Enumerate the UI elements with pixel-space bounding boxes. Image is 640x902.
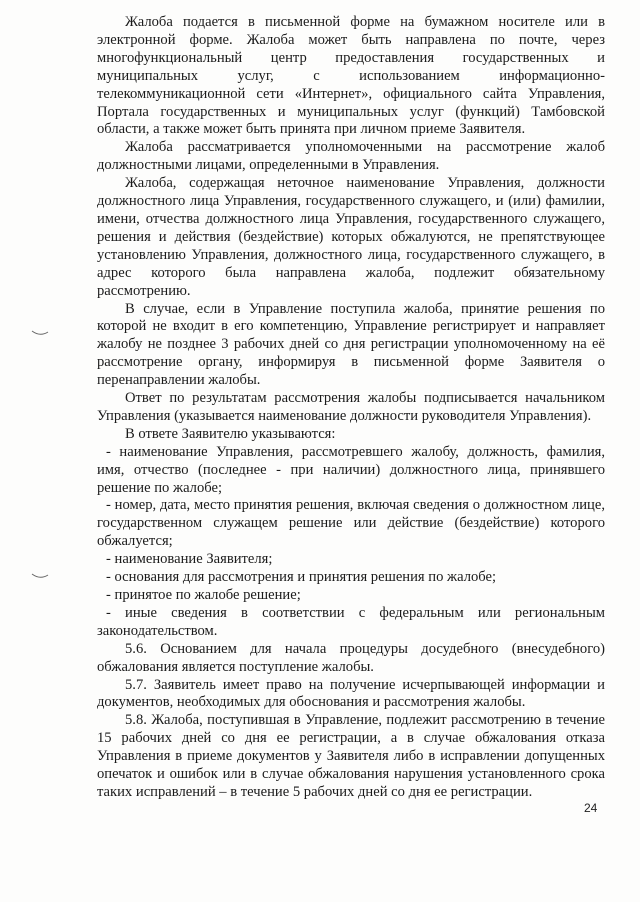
list-item: - основания для рассмотрения и принятия решения по жалобе; bbox=[106, 569, 497, 586]
list-item: - номер, дата, место принятия решения, включая сведения о должностном лице, государственном служащем решение или действие (бездействие) которого обжалуется; bbox=[97, 497, 605, 550]
punch-hole-mark bbox=[31, 329, 49, 337]
paragraph: 5.6. Основанием для начала процедуры досудебного (внесудебного) обжалования является поступление жалобы. bbox=[97, 640, 605, 675]
list-item: - иные сведения в соответствии с федеральным или региональным законодательством. bbox=[97, 604, 605, 639]
paragraph: В случае, если в Управление поступила жалоба, принятие решения по которой не входит в его компетенцию, Управление регистрирует и направляет жалобу не позднее 3 рабочих дней со дня регистрации уполномоченному на её рассмотрение органу, информируя в письменной форме Заявителя о перенаправлении жалобы. bbox=[97, 300, 605, 389]
document-body bbox=[97, 14, 605, 802]
list-item: - наименование Управления, рассмотревшего жалобу, должность, фамилия, имя, отчество (последнее - при наличии) должностного лица, принявшего решение по жалобе; bbox=[97, 443, 605, 496]
paragraph: Жалоба подается в письменной форме на бумажном носителе или в электронной форме. Жалоба может быть направлена по почте, через многофункциональный центр предоставления государственных и муниципальных услуг, с использованием информационно-телекоммуникационной сети «Интернет», официального сайта Управления, Портала государственных и муниципальных услуг (функций) Тамбовской области, а также может быть принята при личном приеме Заявителя. bbox=[97, 14, 605, 138]
list-item: - наименование Заявителя; bbox=[106, 551, 273, 568]
paragraph: Жалоба, содержащая неточное наименование Управления, должности должностного лица Управления, государственного служащего, и (или) фамилии, имени, отчества должностного лица Управления, государственного служащего, решения и действия (бездействие) которых обжалуются, не препятствующее установлению Управления, должностного лица, государственного служащего, в адрес которого была направлена жалоба, подлежит обязательному рассмотрению. bbox=[97, 175, 605, 299]
punch-hole-mark bbox=[31, 572, 49, 580]
page-number: 24 bbox=[584, 801, 598, 815]
paragraph: В ответе Заявителю указываются: bbox=[125, 425, 336, 442]
paragraph: 5.8. Жалоба, поступившая в Управление, подлежит рассмотрению в течение 15 рабочих дней со дня ее регистрации, а в случае обжалования отказа Управления в приеме документов у Заявителя либо в исправлении допущенных опечаток и ошибок или в случае обжалования нарушения установленного срока таких исправлений – в течение 5 рабочих дней со дня ее регистрации. bbox=[97, 712, 605, 800]
list-item: - принятое по жалобе решение; bbox=[106, 587, 301, 603]
paragraph: Жалоба рассматривается уполномоченными на рассмотрение жалоб должностными лицами, определенными в Управления. bbox=[97, 139, 605, 174]
paragraph: 5.7. Заявитель имеет право на получение исчерпывающей информации и документов, необходимых для обоснования и рассмотрения жалобы. bbox=[97, 676, 605, 711]
paragraph: Ответ по результатам рассмотрения жалобы подписывается начальником Управления (указывается наименование должности руководителя Управления). bbox=[97, 390, 605, 424]
